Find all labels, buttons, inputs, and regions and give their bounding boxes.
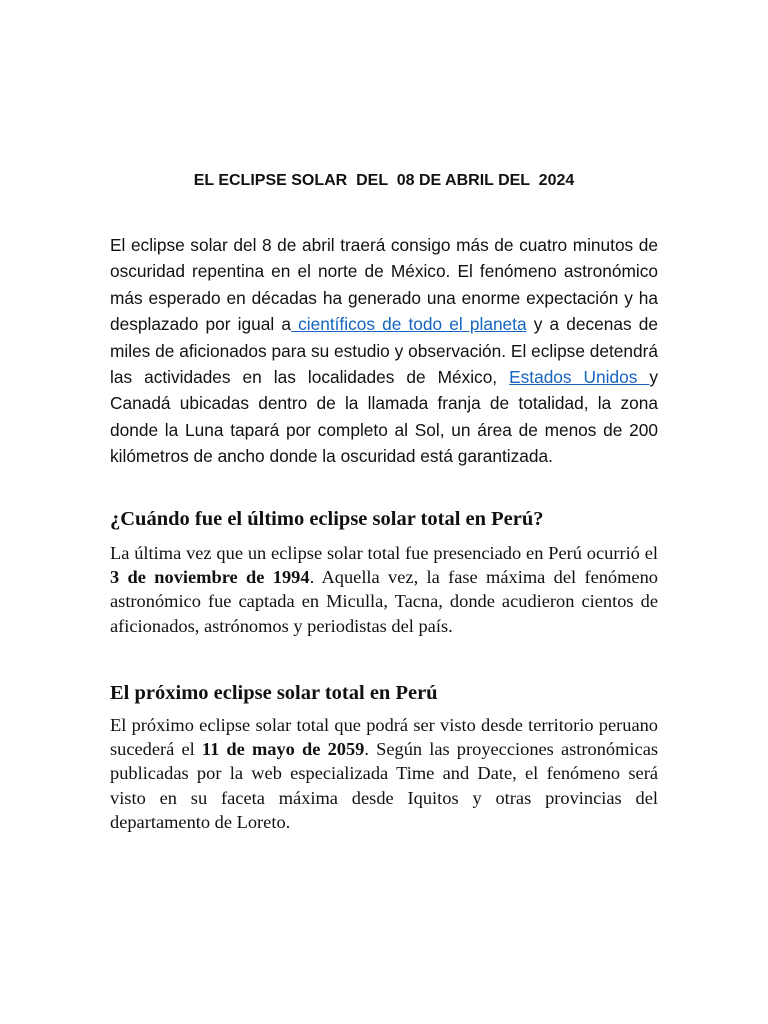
last-text-2: . Aquella vez, la fase máxima del fenómeno astronómico fue captada en Miculla, Tacna, donde acudieron cientos de aficionados, astrónomos y periodistas del país. bbox=[110, 567, 658, 636]
intro-text-1: El eclipse solar del 8 de abril traerá consigo más de cuatro minutos de oscuridad repentina en el norte de México. El fenómeno astronómico más esperado en décadas ha generado una enorme expectación y ha desplazado por igual a bbox=[110, 235, 658, 335]
heading-next-eclipse: El próximo eclipse solar total en Perú bbox=[110, 682, 438, 704]
next-date: 11 de mayo de 2059 bbox=[201, 739, 365, 760]
next-text-2: . Según las proyecciones astronómicas publicadas por la web especializada Time and Date, el fenómeno será visto en su faceta máxima desde Iquitos y otras provincias del departamento de Loreto. bbox=[110, 739, 659, 832]
intro-paragraph bbox=[110, 232, 658, 470]
paragraph-next-eclipse bbox=[110, 713, 658, 834]
link-estados-unidos[interactable]: Estados Unidos bbox=[509, 367, 650, 388]
paragraph-last-eclipse bbox=[110, 541, 658, 638]
intro-text-2: y a decenas de miles de aficionados para su estudio y observación. El eclipse detendrá las actividades en las localidades de México, bbox=[110, 314, 658, 388]
link-cientificos[interactable]: científicos de todo el planeta bbox=[290, 314, 527, 335]
last-date: 3 de noviembre de 1994 bbox=[110, 567, 310, 588]
intro-text-3: y Canadá ubicadas dentro de la llamada franja de totalidad, la zona donde la Luna tapará por completo al Sol, un área de menos de 200 kilómetros de ancho donde la oscuridad está garantizada. bbox=[110, 367, 658, 467]
document-title: EL ECLIPSE SOLAR DEL 08 DE ABRIL DEL 2024 bbox=[193, 172, 575, 189]
heading-last-eclipse: ¿Cuándo fue el último eclipse solar total en Perú? bbox=[110, 508, 544, 530]
next-text-1: El próximo eclipse solar total que podrá ser visto desde territorio peruano sucederá el bbox=[110, 715, 658, 760]
last-text-1: La última vez que un eclipse solar total fue presenciado en Perú ocurrió el bbox=[110, 543, 658, 563]
